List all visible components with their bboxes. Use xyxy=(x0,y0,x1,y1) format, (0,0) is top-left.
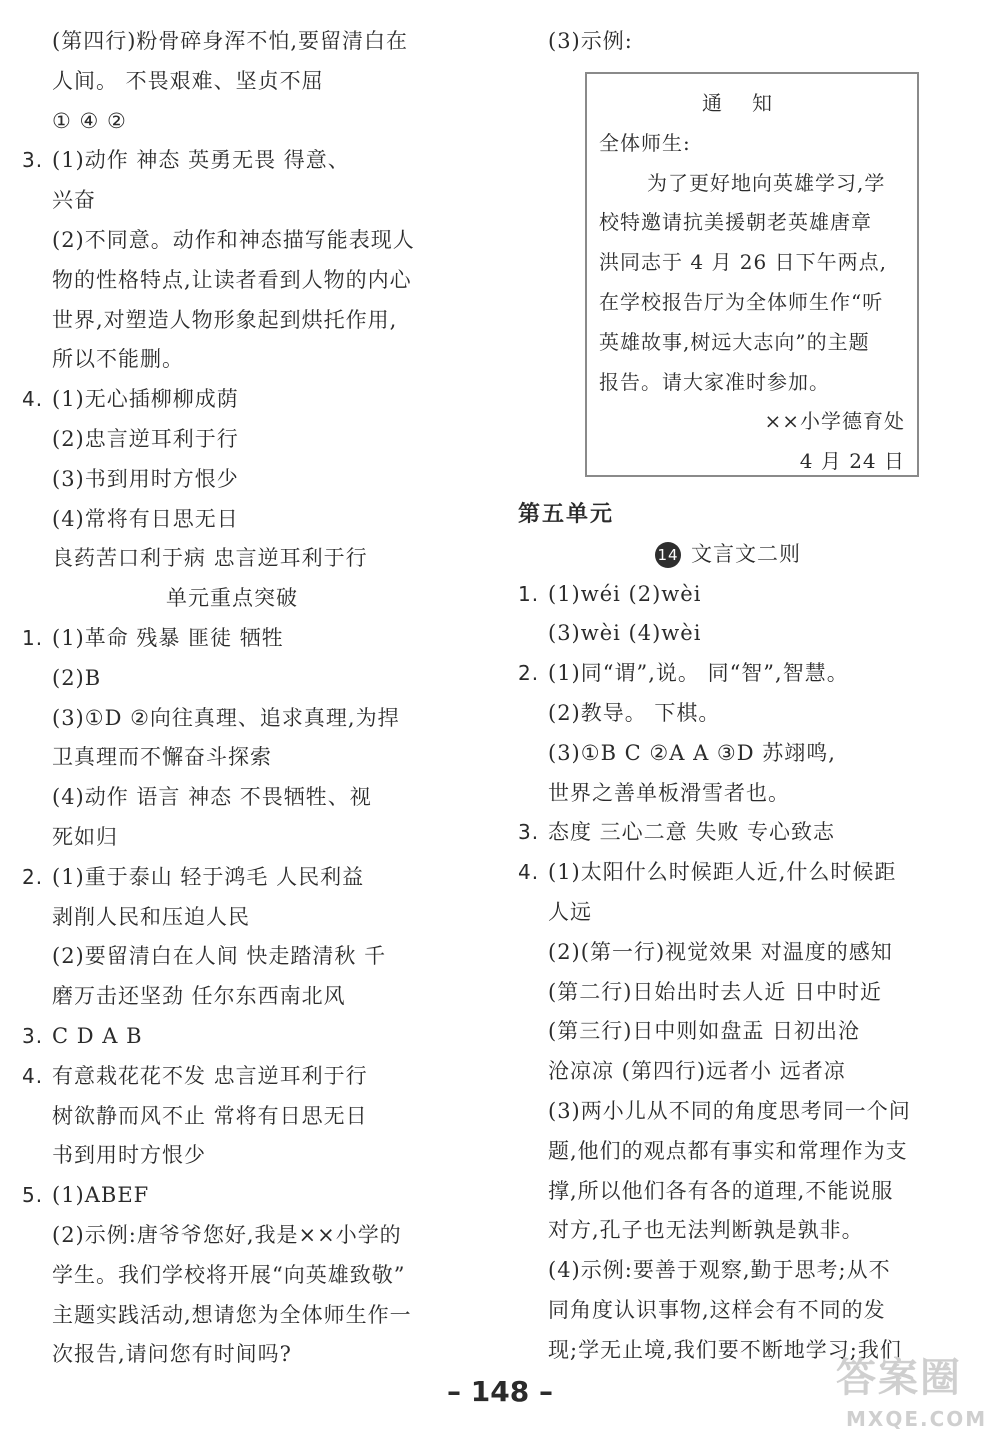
answer-text: (2)示例:唐爷爷您好,我是××小学的 xyxy=(52,1222,402,1247)
answer-text: (1)革命 残暴 匪徒 牺牲 xyxy=(52,625,284,650)
answer-text: 世界之善单板滑雪者也。 xyxy=(548,780,790,805)
answer-line xyxy=(22,141,442,181)
answer-line xyxy=(22,380,442,420)
answer-text: (1)wéi (2)wèi xyxy=(548,581,702,606)
answer-line xyxy=(22,699,442,739)
answer-line xyxy=(22,181,442,221)
answer-line xyxy=(22,500,442,540)
answer-line xyxy=(518,893,938,933)
notice-title: 通知 xyxy=(702,91,802,115)
answer-text: 世界,对塑造人物形象起到烘托作用, xyxy=(52,307,398,332)
answer-line xyxy=(518,1052,938,1092)
question-number: 3. xyxy=(22,148,44,173)
answer-text: 卫真理而不懈奋斗探索 xyxy=(52,745,272,770)
answer-line xyxy=(518,933,938,973)
answer-line xyxy=(22,1256,442,1296)
answer-line xyxy=(22,62,442,102)
answer-text: (2)(第一行)视觉效果 对温度的感知 xyxy=(548,939,893,964)
section-heading xyxy=(22,579,442,619)
answer-line xyxy=(22,937,442,977)
answer-line xyxy=(518,853,938,893)
answer-line xyxy=(22,1136,442,1176)
answer-text: 沧凉凉 (第四行)远者小 远者凉 xyxy=(548,1059,846,1084)
watermark-url: MXQE.COM xyxy=(846,1407,988,1431)
answer-line xyxy=(518,1012,938,1052)
answer-text: (3)①B C ②A A ③D 苏翊鸣, xyxy=(548,740,836,765)
answer-line xyxy=(22,539,442,579)
answer-line xyxy=(22,22,442,62)
answer-text: (3)书到用时方恨少 xyxy=(52,466,239,491)
answer-text: 书到用时方恨少 xyxy=(52,1143,206,1168)
answer-line xyxy=(518,734,938,774)
answer-text: 死如归 xyxy=(52,824,118,849)
watermark-logo xyxy=(836,1352,996,1444)
answer-line xyxy=(22,659,442,699)
answer-text: ① ④ ② xyxy=(52,108,127,133)
lesson-heading xyxy=(518,535,938,575)
answer-text: 撑,所以他们各有各的道理,不能说服 xyxy=(548,1178,894,1203)
answer-text: (4)示例:要善于观察,勤于思考;从不 xyxy=(548,1258,891,1283)
answer-text: 主题实践活动,想请您为全体师生作一 xyxy=(52,1302,412,1327)
answer-text: 剥削人民和压迫人民 xyxy=(52,904,250,929)
question-number: 4. xyxy=(518,860,540,885)
notice-body-line: 洪同志于 4 月 26 日下午两点, xyxy=(599,250,887,275)
answer-line xyxy=(518,694,938,734)
question-number: 3. xyxy=(22,1023,44,1048)
answer-text: 兴奋 xyxy=(52,188,96,213)
right-lower-column xyxy=(518,495,938,1371)
lesson-title: 文言文二则 xyxy=(691,541,801,566)
answer-line xyxy=(22,301,442,341)
question-number: 2. xyxy=(22,864,44,889)
answer-text: (第四行)粉骨碎身浑不怕,要留清白在 xyxy=(52,29,409,53)
answer-line xyxy=(22,1057,442,1097)
answer-line xyxy=(22,977,442,1017)
question-number: 1. xyxy=(22,625,44,650)
answer-text: 学生。我们学校将开展“向英雄致敬” xyxy=(52,1262,406,1287)
answer-text: 树欲静而风不止 常将有日思无日 xyxy=(52,1103,368,1128)
answer-line xyxy=(22,1017,442,1057)
answer-line xyxy=(518,1092,938,1132)
answer-line xyxy=(22,1335,442,1375)
answer-text: (3)①D ②向往真理、追求真理,为捍 xyxy=(52,705,400,730)
answer-text: (4)常将有日思无日 xyxy=(52,506,239,531)
answer-text: (4)动作 语言 神态 不畏牺牲、视 xyxy=(52,785,372,810)
answer-text: 现;学无止境,我们要不断地学习;我们 xyxy=(548,1337,902,1362)
answer-text: (2)不同意。动作和神态描写能表现人 xyxy=(52,227,415,252)
answer-line xyxy=(518,813,938,853)
answer-line xyxy=(22,261,442,301)
notice-box xyxy=(585,72,919,477)
right-answer-list xyxy=(518,575,938,1371)
answer-line xyxy=(518,973,938,1013)
answer-line xyxy=(22,460,442,500)
notice-body-line: 在学校报告厅为全体师生作“听 xyxy=(599,289,884,314)
answer-text: (1)太阳什么时候距人近,什么时候距 xyxy=(548,860,897,885)
answer-line xyxy=(22,420,442,460)
answer-text: 态度 三心二意 失败 专心致志 xyxy=(548,820,836,845)
question-number: 4. xyxy=(22,1063,44,1088)
answer-text: 磨万击还坚劲 任尔东西南北风 xyxy=(52,984,346,1009)
answer-text: 单元重点突破 xyxy=(166,586,298,611)
watermark-text: 答案圈 xyxy=(836,1355,962,1401)
notice-signature: ××小学德育处 xyxy=(764,409,905,434)
answer-line xyxy=(518,614,938,654)
answer-text: (3)两小儿从不同的角度思考同一个问 xyxy=(548,1098,911,1123)
answer-line xyxy=(22,1097,442,1137)
answer-text: 题,他们的观点都有事实和常理作为支 xyxy=(548,1138,908,1163)
example-label: (3)示例: xyxy=(548,29,633,53)
answer-text: 有意栽花花不发 忠言逆耳利于行 xyxy=(52,1063,368,1088)
answer-text: 对方,孔子也无法判断孰是孰非。 xyxy=(548,1218,864,1243)
answer-text: 同角度认识事物,这样会有不同的发 xyxy=(548,1297,886,1322)
answer-text: (1)同“谓”,说。 同“智”,智慧。 xyxy=(548,661,849,686)
question-number: 2. xyxy=(518,661,540,686)
answer-line xyxy=(22,738,442,778)
answer-line xyxy=(518,774,938,814)
answer-text: 人远 xyxy=(548,899,592,924)
question-number: 1. xyxy=(518,581,540,606)
answer-text: C D A B xyxy=(52,1023,143,1048)
right-column xyxy=(518,22,938,62)
answer-line xyxy=(22,858,442,898)
answer-text: (3)wèi (4)wèi xyxy=(548,621,702,646)
answer-line xyxy=(22,898,442,938)
answer-text: (第三行)日中则如盘盂 日初出沧 xyxy=(548,1019,861,1044)
answer-text: 良药苦口利于病 忠言逆耳利于行 xyxy=(52,546,368,571)
notice-body-line: 报告。请大家准时参加。 xyxy=(599,369,830,394)
answer-line xyxy=(22,340,442,380)
answer-text: (2)要留清白在人间 快走踏清秋 千 xyxy=(52,944,387,969)
left-column xyxy=(22,22,442,1375)
unit-title: 第五单元 xyxy=(518,502,615,527)
answer-text: (2)B xyxy=(52,665,102,690)
answer-line xyxy=(518,1251,938,1291)
answer-text: (2)忠言逆耳利于行 xyxy=(52,426,239,451)
answer-text: (1)无心插柳柳成荫 xyxy=(52,387,239,412)
answer-line xyxy=(518,1211,938,1251)
answer-text: 人间。 不畏艰难、坚贞不屈 xyxy=(52,68,324,93)
answer-line xyxy=(22,1216,442,1256)
answer-text: (第二行)日始出时去人近 日中时近 xyxy=(548,979,883,1004)
notice-body-line: 校特邀请抗美援朝老英雄唐章 xyxy=(599,210,872,235)
answer-line xyxy=(22,102,442,142)
answer-line xyxy=(518,1291,938,1331)
notice-date: 4 月 24 日 xyxy=(799,449,905,474)
answer-line xyxy=(518,1132,938,1172)
notice-salutation: 全体师生: xyxy=(599,130,691,155)
answer-text: (1)动作 神态 英勇无畏 得意、 xyxy=(52,148,350,173)
question-number: 4. xyxy=(22,387,44,412)
answer-line xyxy=(22,1176,442,1216)
question-number: 5. xyxy=(22,1183,44,1208)
answer-line xyxy=(518,575,938,615)
answer-line xyxy=(518,654,938,694)
answer-line xyxy=(22,818,442,858)
answer-text: 物的性格特点,让读者看到人物的内心 xyxy=(52,267,412,292)
answer-line xyxy=(518,1172,938,1212)
question-number: 3. xyxy=(518,820,540,845)
answer-text: 次报告,请问您有时间吗? xyxy=(52,1342,292,1367)
notice-body-line: 为了更好地向英雄学习,学 xyxy=(647,170,886,195)
notice-body-line: 英雄故事,树远大志向”的主题 xyxy=(599,329,870,354)
lesson-number-badge: 14 xyxy=(655,542,681,568)
answer-text: (1)重于泰山 轻于鸿毛 人民利益 xyxy=(52,864,365,889)
answer-line xyxy=(22,778,442,818)
answer-text: 所以不能删。 xyxy=(52,347,184,372)
answer-text: (2)教导。 下棋。 xyxy=(548,700,721,725)
answer-line xyxy=(22,221,442,261)
answer-line xyxy=(22,619,442,659)
page-number: – 148 – xyxy=(447,1375,553,1408)
answer-line xyxy=(22,1296,442,1336)
answer-text: (1)ABEF xyxy=(52,1183,150,1208)
